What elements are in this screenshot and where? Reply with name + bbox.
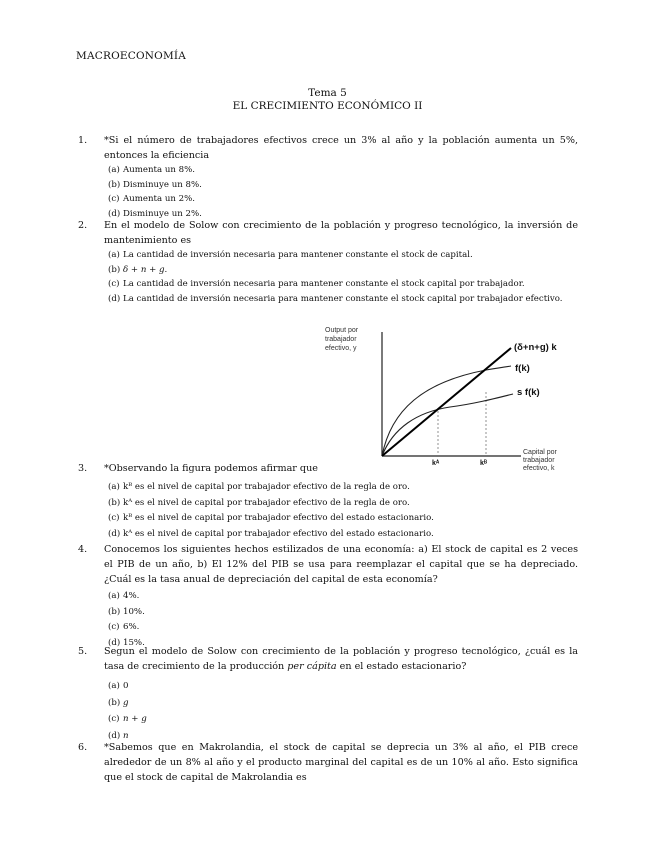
option-d[interactable] xyxy=(78,292,578,307)
solow-figure xyxy=(325,322,585,474)
x-axis-label-2: trabajador xyxy=(523,457,555,464)
option-label: (c) xyxy=(108,279,120,289)
option-text: La cantidad de inversión necesaria para mantener constante el stock capital por trabajador efectivo. xyxy=(123,293,563,304)
option-text: 10%. xyxy=(123,606,145,617)
question-number: 2. xyxy=(78,220,88,231)
per-capita-emphasis: per cápita xyxy=(287,661,337,672)
option-label: (d) xyxy=(108,208,121,219)
kA-tick-label: kᴬ xyxy=(432,460,440,467)
option-c[interactable] xyxy=(78,277,578,292)
option-text: Aumenta un 8%. xyxy=(123,165,195,175)
f-curve xyxy=(382,366,511,456)
option-text: La cantidad de inversión necesaria para mantener constante el stock capital por trabajador. xyxy=(123,279,525,289)
option-label: (b) xyxy=(108,179,121,190)
option-label: (c) xyxy=(108,714,120,724)
question-number: 1. xyxy=(78,135,88,146)
option-label: (d) xyxy=(108,293,121,304)
option-c[interactable] xyxy=(78,711,578,728)
question-number: 5. xyxy=(78,646,88,657)
question-text: *Si el número de trabajadores efectivos crece un 3% al año y la población aumenta un 5%, entonces la eficiencia xyxy=(104,135,578,161)
y-axis-label-2: trabajador xyxy=(325,336,357,343)
option-label: (d) xyxy=(108,637,121,648)
y-axis-label-3: efectivo, y xyxy=(325,345,357,352)
question-number: 6. xyxy=(78,742,88,753)
option-text: kᴬ es el nivel de capital por trabajador efectivo del estado estacionario. xyxy=(123,528,434,539)
option-text: δ + n + g. xyxy=(123,264,168,275)
option-text: g xyxy=(123,697,129,708)
option-list xyxy=(78,589,578,651)
question-text: Conocemos los siguientes hechos estilizados de una economía: a) El stock de capital es 2 veces el PIB de un año, b) El 12% del PIB se usa para reemplazar el capital que se ha depreciado. ¿Cuál es la tasa anual de depreciación del capital de esta economía? xyxy=(104,544,578,585)
option-text: 6%. xyxy=(123,622,140,632)
option-c[interactable] xyxy=(78,511,578,527)
kB-tick-label: kᴮ xyxy=(480,460,488,467)
topic-number: Tema 5 xyxy=(308,87,347,99)
option-list xyxy=(78,678,578,744)
option-b[interactable] xyxy=(78,178,578,193)
option-a[interactable] xyxy=(78,589,578,605)
option-label: (c) xyxy=(108,622,120,632)
option-label: (d) xyxy=(108,528,121,539)
option-label: (a) xyxy=(108,681,120,691)
option-b[interactable] xyxy=(78,263,578,278)
question-4 xyxy=(78,542,578,651)
option-label: (c) xyxy=(108,194,120,204)
option-text: n + g xyxy=(123,714,147,724)
question-text: Segun el modelo de Solow con crecimiento de la población y progreso tecnológico, ¿cuál es la tasa de crecimiento de la producción per cápita en el estado estacionario? xyxy=(104,646,578,672)
line-label: (δ+n+g) k xyxy=(514,342,557,353)
option-text: Disminuye un 8%. xyxy=(123,179,202,190)
option-a[interactable] xyxy=(78,480,578,496)
option-a[interactable] xyxy=(78,248,578,263)
option-text: kᴮ es el nivel de capital por trabajador efectivo de la regla de oro. xyxy=(123,482,410,492)
sf-curve xyxy=(382,394,513,456)
option-c[interactable] xyxy=(78,620,578,636)
option-text: 0 xyxy=(123,681,129,691)
y-axis-label-1: Output por xyxy=(325,327,359,334)
x-axis-label-3: efectivo, k xyxy=(523,465,555,472)
option-label: (d) xyxy=(108,730,121,741)
option-list xyxy=(78,480,578,542)
course-header: MACROECONOMÍA xyxy=(76,50,187,62)
option-a[interactable] xyxy=(78,678,578,695)
option-label: (c) xyxy=(108,513,120,523)
option-text: kᴬ es el nivel de capital por trabajador efectivo de la regla de oro. xyxy=(123,497,410,508)
option-d[interactable] xyxy=(78,527,578,543)
option-label: (b) xyxy=(108,497,121,508)
option-label: (a) xyxy=(108,482,120,492)
question-text: *Sabemos que en Makrolandia, el stock de capital se deprecia un 3% al año, el PIB crece alrededor de un 8% al año y el producto marginal del capital es de un 10% al año. Esto significa que el stock de capital de Makrolandia es xyxy=(104,742,578,783)
option-label: (a) xyxy=(108,165,120,175)
option-b[interactable] xyxy=(78,496,578,512)
option-c[interactable] xyxy=(78,192,578,207)
option-a[interactable] xyxy=(78,163,578,178)
option-b[interactable] xyxy=(78,605,578,621)
question-number: 4. xyxy=(78,544,88,555)
solow-diagram xyxy=(325,322,585,474)
question-1 xyxy=(78,133,578,221)
x-axis-label-1: Capital por xyxy=(523,449,557,456)
depreciation-line xyxy=(382,348,511,456)
option-text: kᴮ es el nivel de capital por trabajador efectivo del estado estacionario. xyxy=(123,513,434,523)
option-label: (a) xyxy=(108,250,120,260)
option-label: (b) xyxy=(108,264,121,275)
option-list xyxy=(78,248,578,306)
option-label: (b) xyxy=(108,606,121,617)
option-text: La cantidad de inversión necesaria para mantener constante el stock de capital. xyxy=(123,250,473,260)
f-label: f(k) xyxy=(515,363,530,374)
question-text: En el modelo de Solow con crecimiento de la población y progreso tecnológico, la inversión de mantenimiento es xyxy=(104,220,578,246)
option-text: n xyxy=(123,730,129,741)
question-text: *Observando la figura podemos afirmar que xyxy=(104,463,318,474)
option-text: Disminuye un 2%. xyxy=(123,208,202,219)
option-text: 15%. xyxy=(123,637,145,648)
option-b[interactable] xyxy=(78,695,578,712)
option-list xyxy=(78,163,578,221)
question-6 xyxy=(78,740,578,785)
question-2 xyxy=(78,218,578,306)
option-text: Aumenta un 2%. xyxy=(123,194,195,204)
sf-label: s f(k) xyxy=(517,387,540,398)
question-5 xyxy=(78,644,578,744)
option-label: (b) xyxy=(108,697,121,708)
option-label: (a) xyxy=(108,591,120,601)
topic-title: EL CRECIMIENTO ECONÓMICO II xyxy=(232,100,423,112)
question-3 xyxy=(78,461,578,542)
question-number: 3. xyxy=(78,463,88,474)
option-text: 4%. xyxy=(123,591,140,601)
